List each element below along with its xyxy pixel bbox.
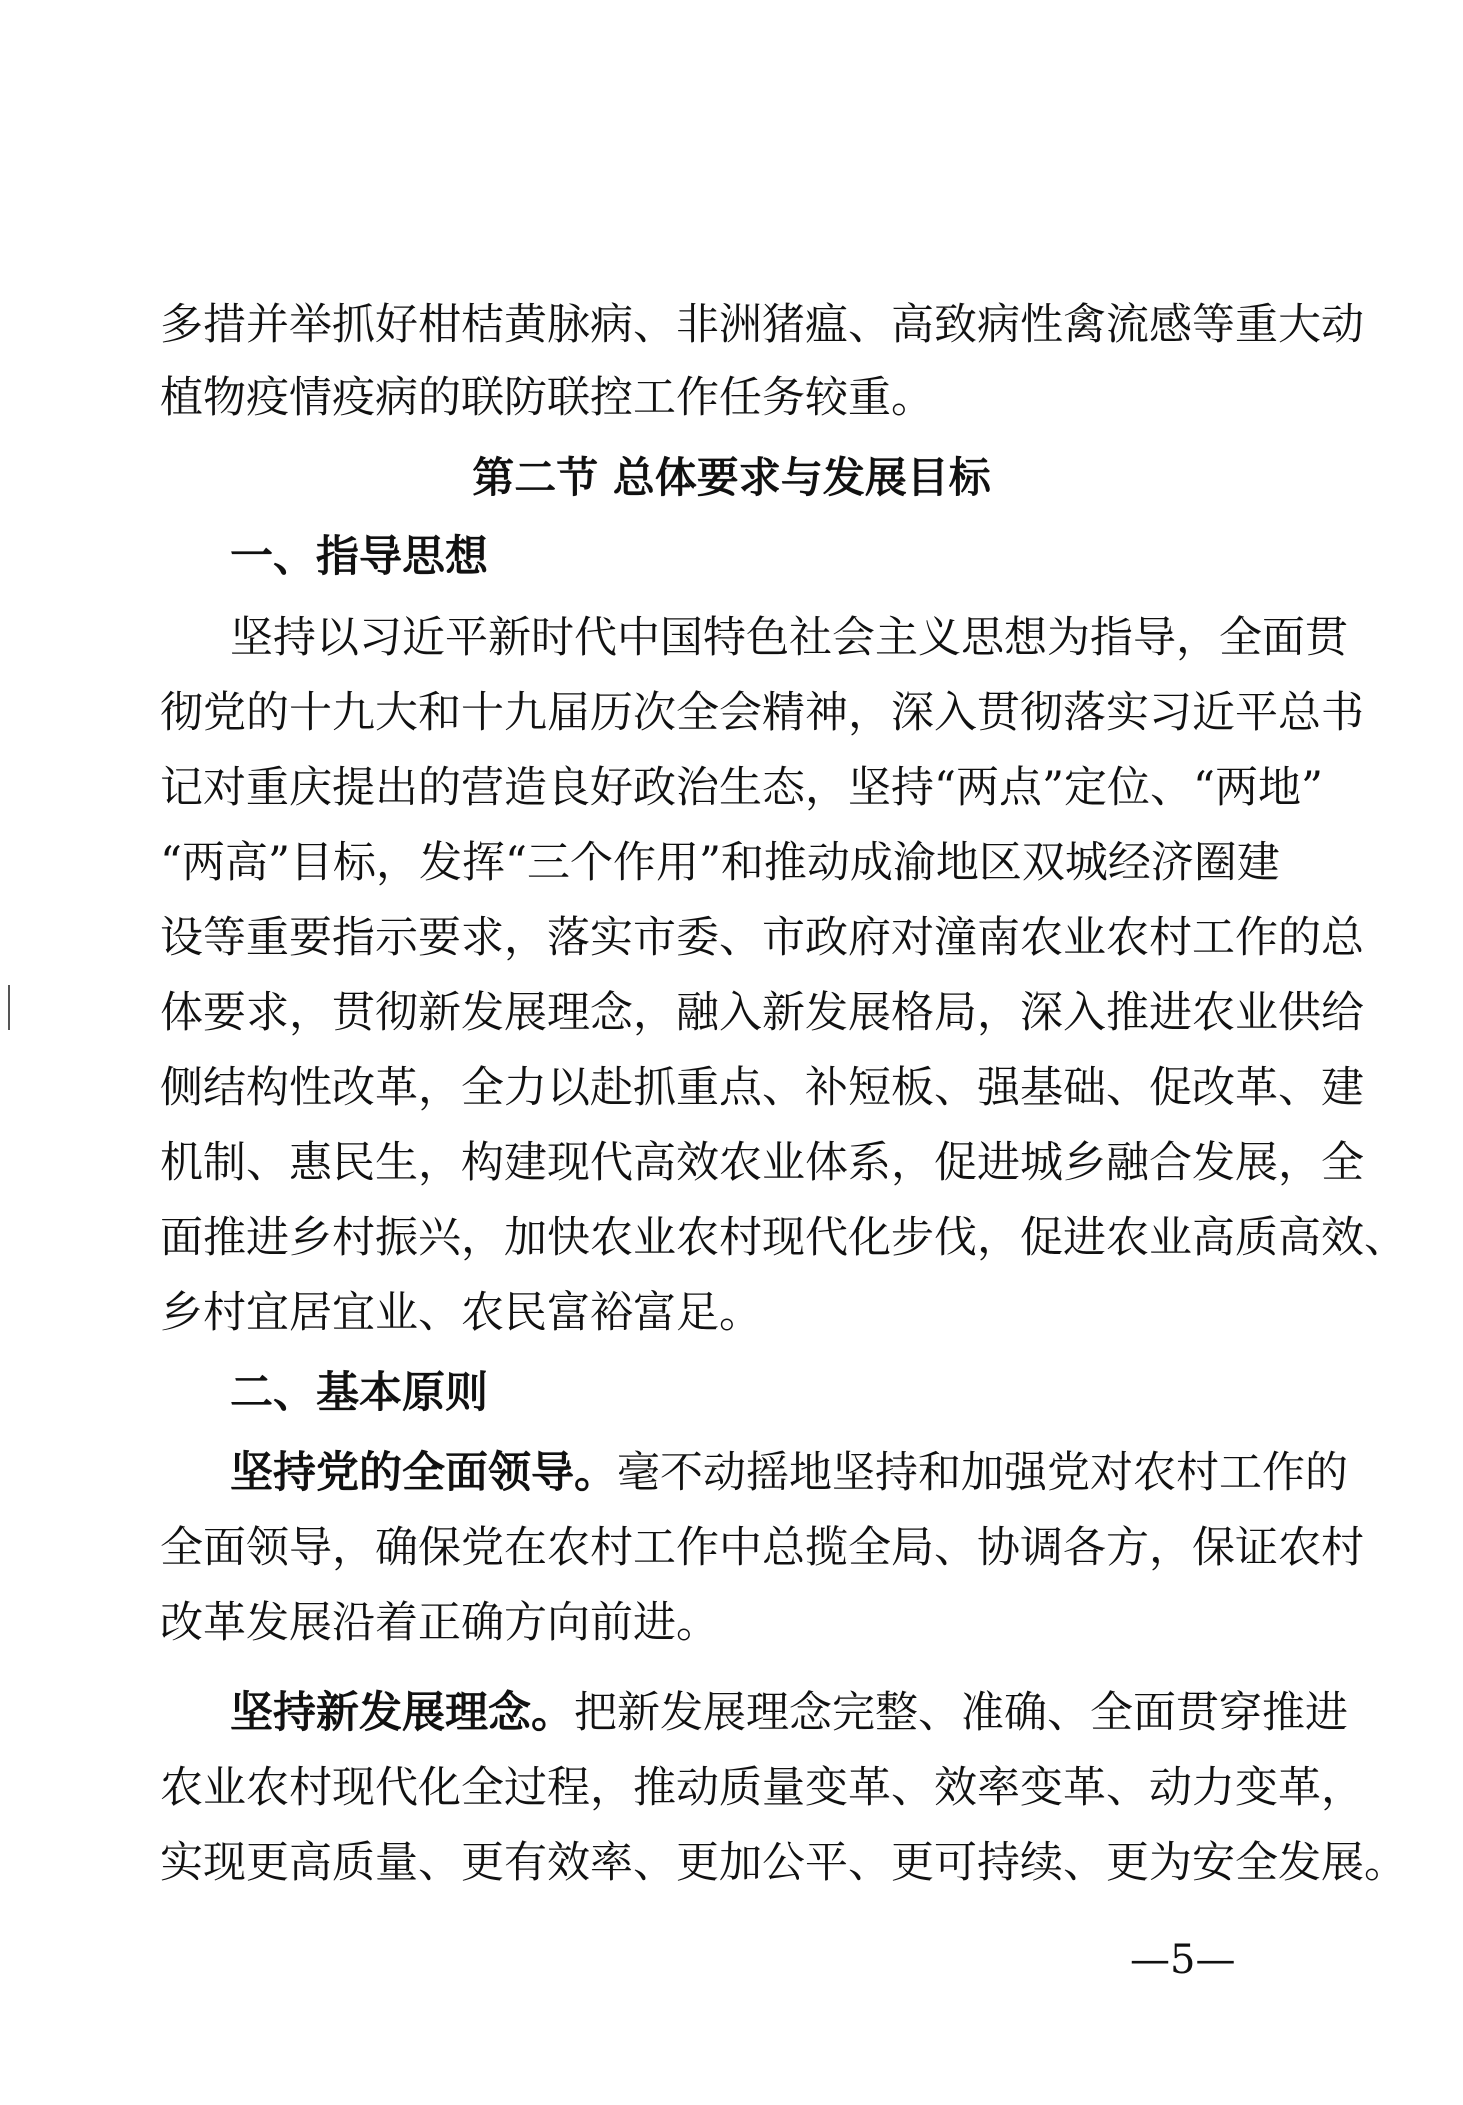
guiding-line: 彻党的十九大和十九届历次全会精神，深入贯彻落实习近平总书 bbox=[160, 688, 1364, 738]
principle-text: 毫不动摇地坚持和加强党对农村工作的 bbox=[617, 1448, 1348, 1498]
intro-line: 植物疫情疫病的联防联控工作任务较重。 bbox=[160, 373, 934, 423]
guiding-line: 设等重要指示要求，落实市委、市政府对潼南农业农村工作的总 bbox=[160, 913, 1364, 963]
principle-line bbox=[230, 1683, 1348, 1743]
guiding-line: 面推进乡村振兴，加快农业农村现代化步伐，促进农业高质高效、 bbox=[160, 1213, 1407, 1263]
principle-line: 农业农村现代化全过程，推动质量变革、效率变革、动力变革， bbox=[160, 1763, 1364, 1813]
guiding-line: 机制、惠民生，构建现代高效农业体系，促进城乡融合发展，全 bbox=[160, 1138, 1364, 1188]
guiding-line: 乡村宜居宜业、农民富裕富足。 bbox=[160, 1288, 762, 1338]
principle-line bbox=[230, 1443, 1348, 1503]
page-number: —5— bbox=[1130, 1937, 1236, 1983]
guiding-line: 坚持以习近平新时代中国特色社会主义思想为指导，全面贯 bbox=[230, 613, 1348, 663]
guiding-line: 记对重庆提出的营造良好政治生态，坚持“两点”定位、“两地” bbox=[160, 763, 1323, 813]
intro-line: 多措并举抓好柑桔黄脉病、非洲猪瘟、高致病性禽流感等重大动 bbox=[160, 300, 1364, 350]
section-title: 第二节 总体要求与发展目标 bbox=[472, 453, 991, 502]
guiding-line: 体要求，贯彻新发展理念，融入新发展格局，深入推进农业供给 bbox=[160, 988, 1364, 1038]
heading-guiding-ideology: 一、指导思想 bbox=[230, 532, 488, 582]
guiding-line: 侧结构性改革，全力以赴抓重点、补短板、强基础、促改革、建 bbox=[160, 1063, 1364, 1113]
scan-mark bbox=[8, 985, 10, 1030]
principle-lead: 坚持新发展理念。 bbox=[230, 1688, 574, 1738]
principle-text: 把新发展理念完整、准确、全面贯穿推进 bbox=[574, 1688, 1348, 1738]
guiding-line: “两高”目标，发挥“三个作用”和推动成渝地区双城经济圈建 bbox=[160, 838, 1280, 888]
principle-lead: 坚持党的全面领导。 bbox=[230, 1448, 617, 1498]
principle-line: 全面领导，确保党在农村工作中总揽全局、协调各方，保证农村 bbox=[160, 1523, 1364, 1573]
heading-basic-principles: 二、基本原则 bbox=[230, 1368, 488, 1418]
principle-line: 实现更高质量、更有效率、更加公平、更可持续、更为安全发展。 bbox=[160, 1838, 1407, 1888]
principle-line: 改革发展沿着正确方向前进。 bbox=[160, 1598, 719, 1648]
